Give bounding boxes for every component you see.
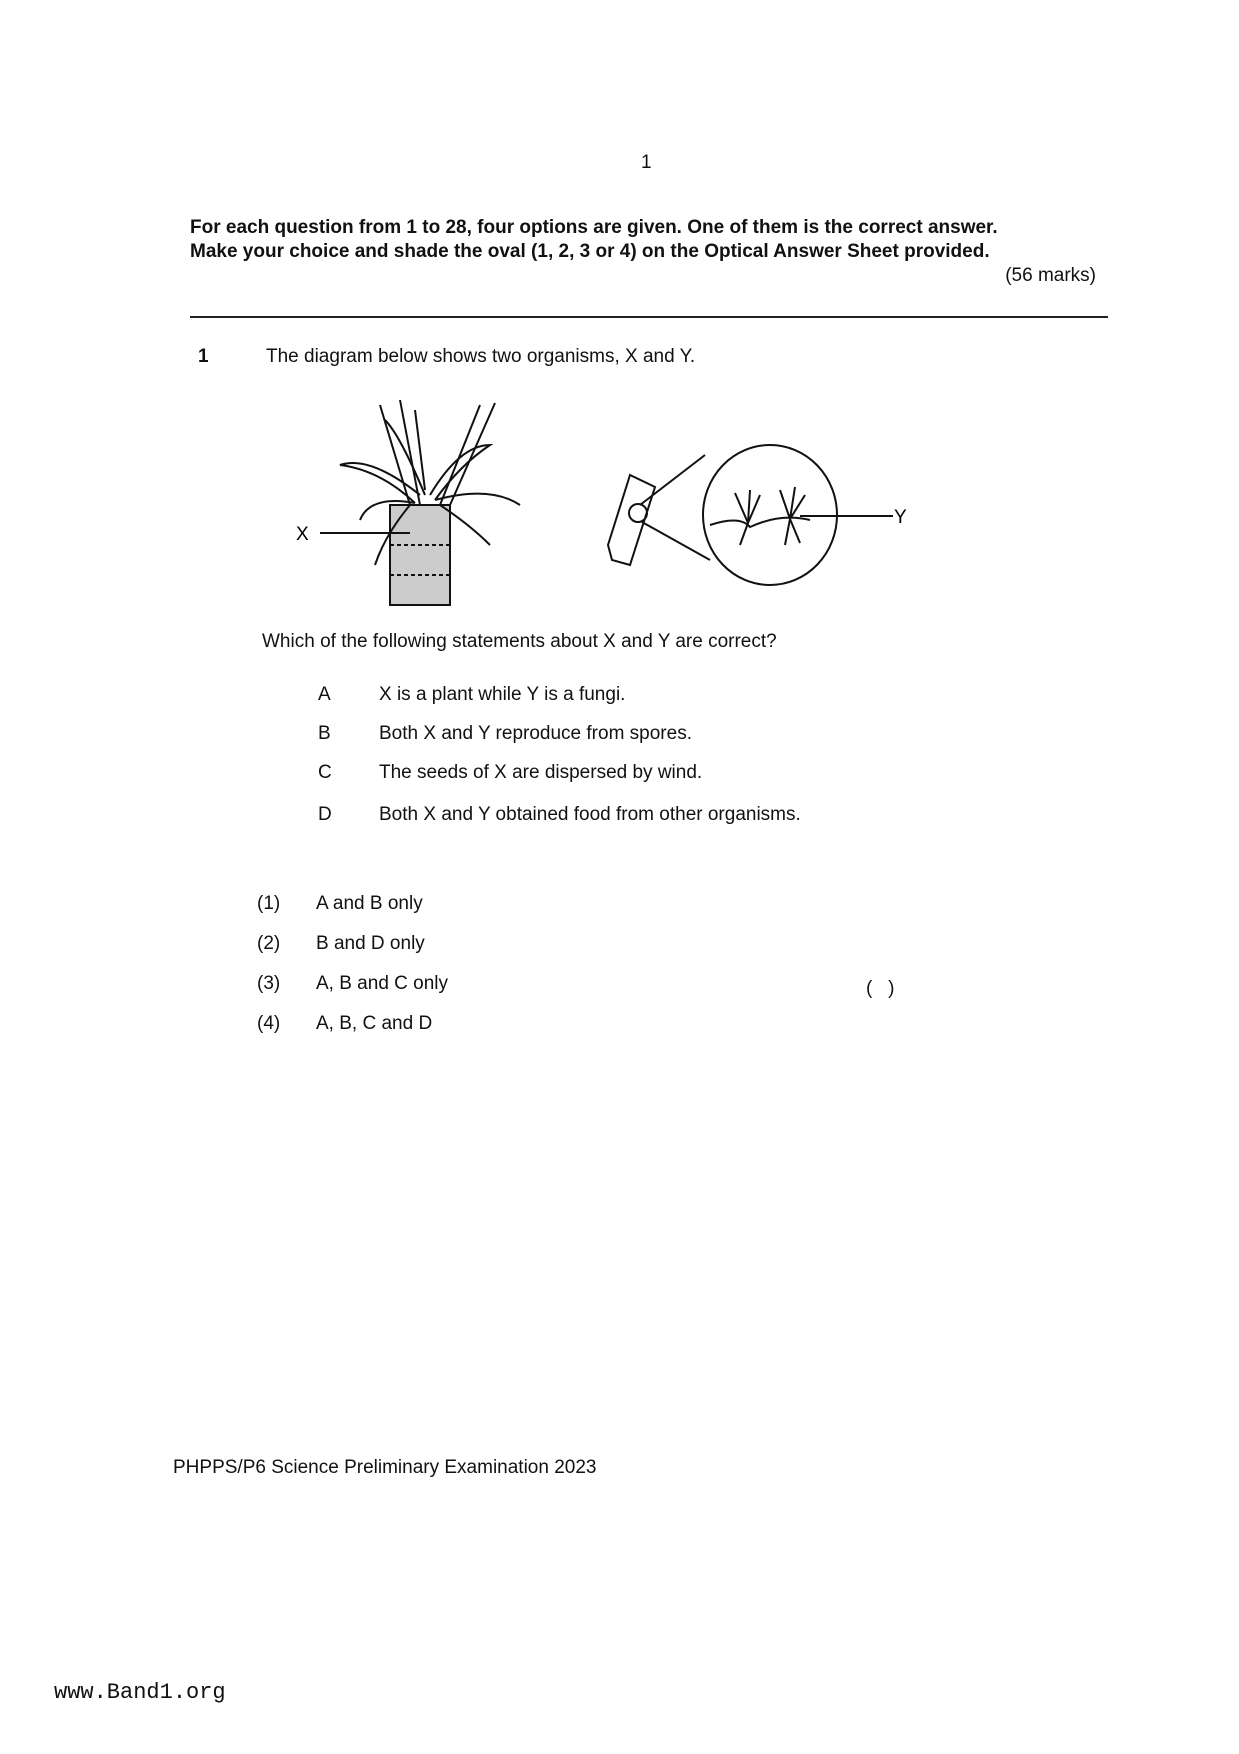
- question-prompt: Which of the following statements about X and Y are correct?: [262, 631, 777, 652]
- choice-text: A, B, C and D: [316, 1013, 433, 1034]
- answer-bracket[interactable]: ( ): [866, 978, 895, 999]
- label-y: Y: [894, 507, 907, 528]
- statement-text: Both X and Y obtained food from other organisms.: [379, 804, 801, 825]
- question-number: 1: [198, 346, 209, 367]
- choice-number: (4): [257, 1013, 281, 1034]
- statement-letter: B: [318, 723, 331, 744]
- divider: [190, 316, 1108, 318]
- statement-text: Both X and Y reproduce from spores.: [379, 723, 692, 744]
- question-stem: The diagram below shows two organisms, X and Y.: [266, 346, 696, 367]
- statement-letter: A: [318, 684, 331, 705]
- watermark: www.Band1.org: [54, 1680, 226, 1705]
- choice-text: B and D only: [316, 933, 425, 954]
- label-x: X: [296, 524, 309, 545]
- choice-text: A and B only: [316, 893, 423, 914]
- palm-tree-illustration: [340, 400, 520, 605]
- footer-text: PHPPS/P6 Science Preliminary Examination 2023: [173, 1457, 597, 1478]
- statement-letter: C: [318, 762, 332, 783]
- choice-number: (2): [257, 933, 281, 954]
- statement-text: The seeds of X are dispersed by wind.: [379, 762, 703, 783]
- page-number: 1: [641, 152, 652, 173]
- choice-number: (1): [257, 893, 281, 914]
- instructions: [190, 216, 1096, 288]
- statement-letter: D: [318, 804, 332, 825]
- choice-text: A, B and C only: [316, 973, 449, 994]
- instructions-line-1: For each question from 1 to 28, four options are given. One of them is the correct answer.: [190, 217, 998, 238]
- organisms-diagram: [290, 395, 930, 610]
- choice-number: (3): [257, 973, 281, 994]
- total-marks: (56 marks): [1005, 265, 1096, 286]
- statement-text: X is a plant while Y is a fungi.: [379, 684, 626, 705]
- instructions-line-2: Make your choice and shade the oval (1, 2, 3 or 4) on the Optical Answer Sheet provided.: [190, 241, 990, 262]
